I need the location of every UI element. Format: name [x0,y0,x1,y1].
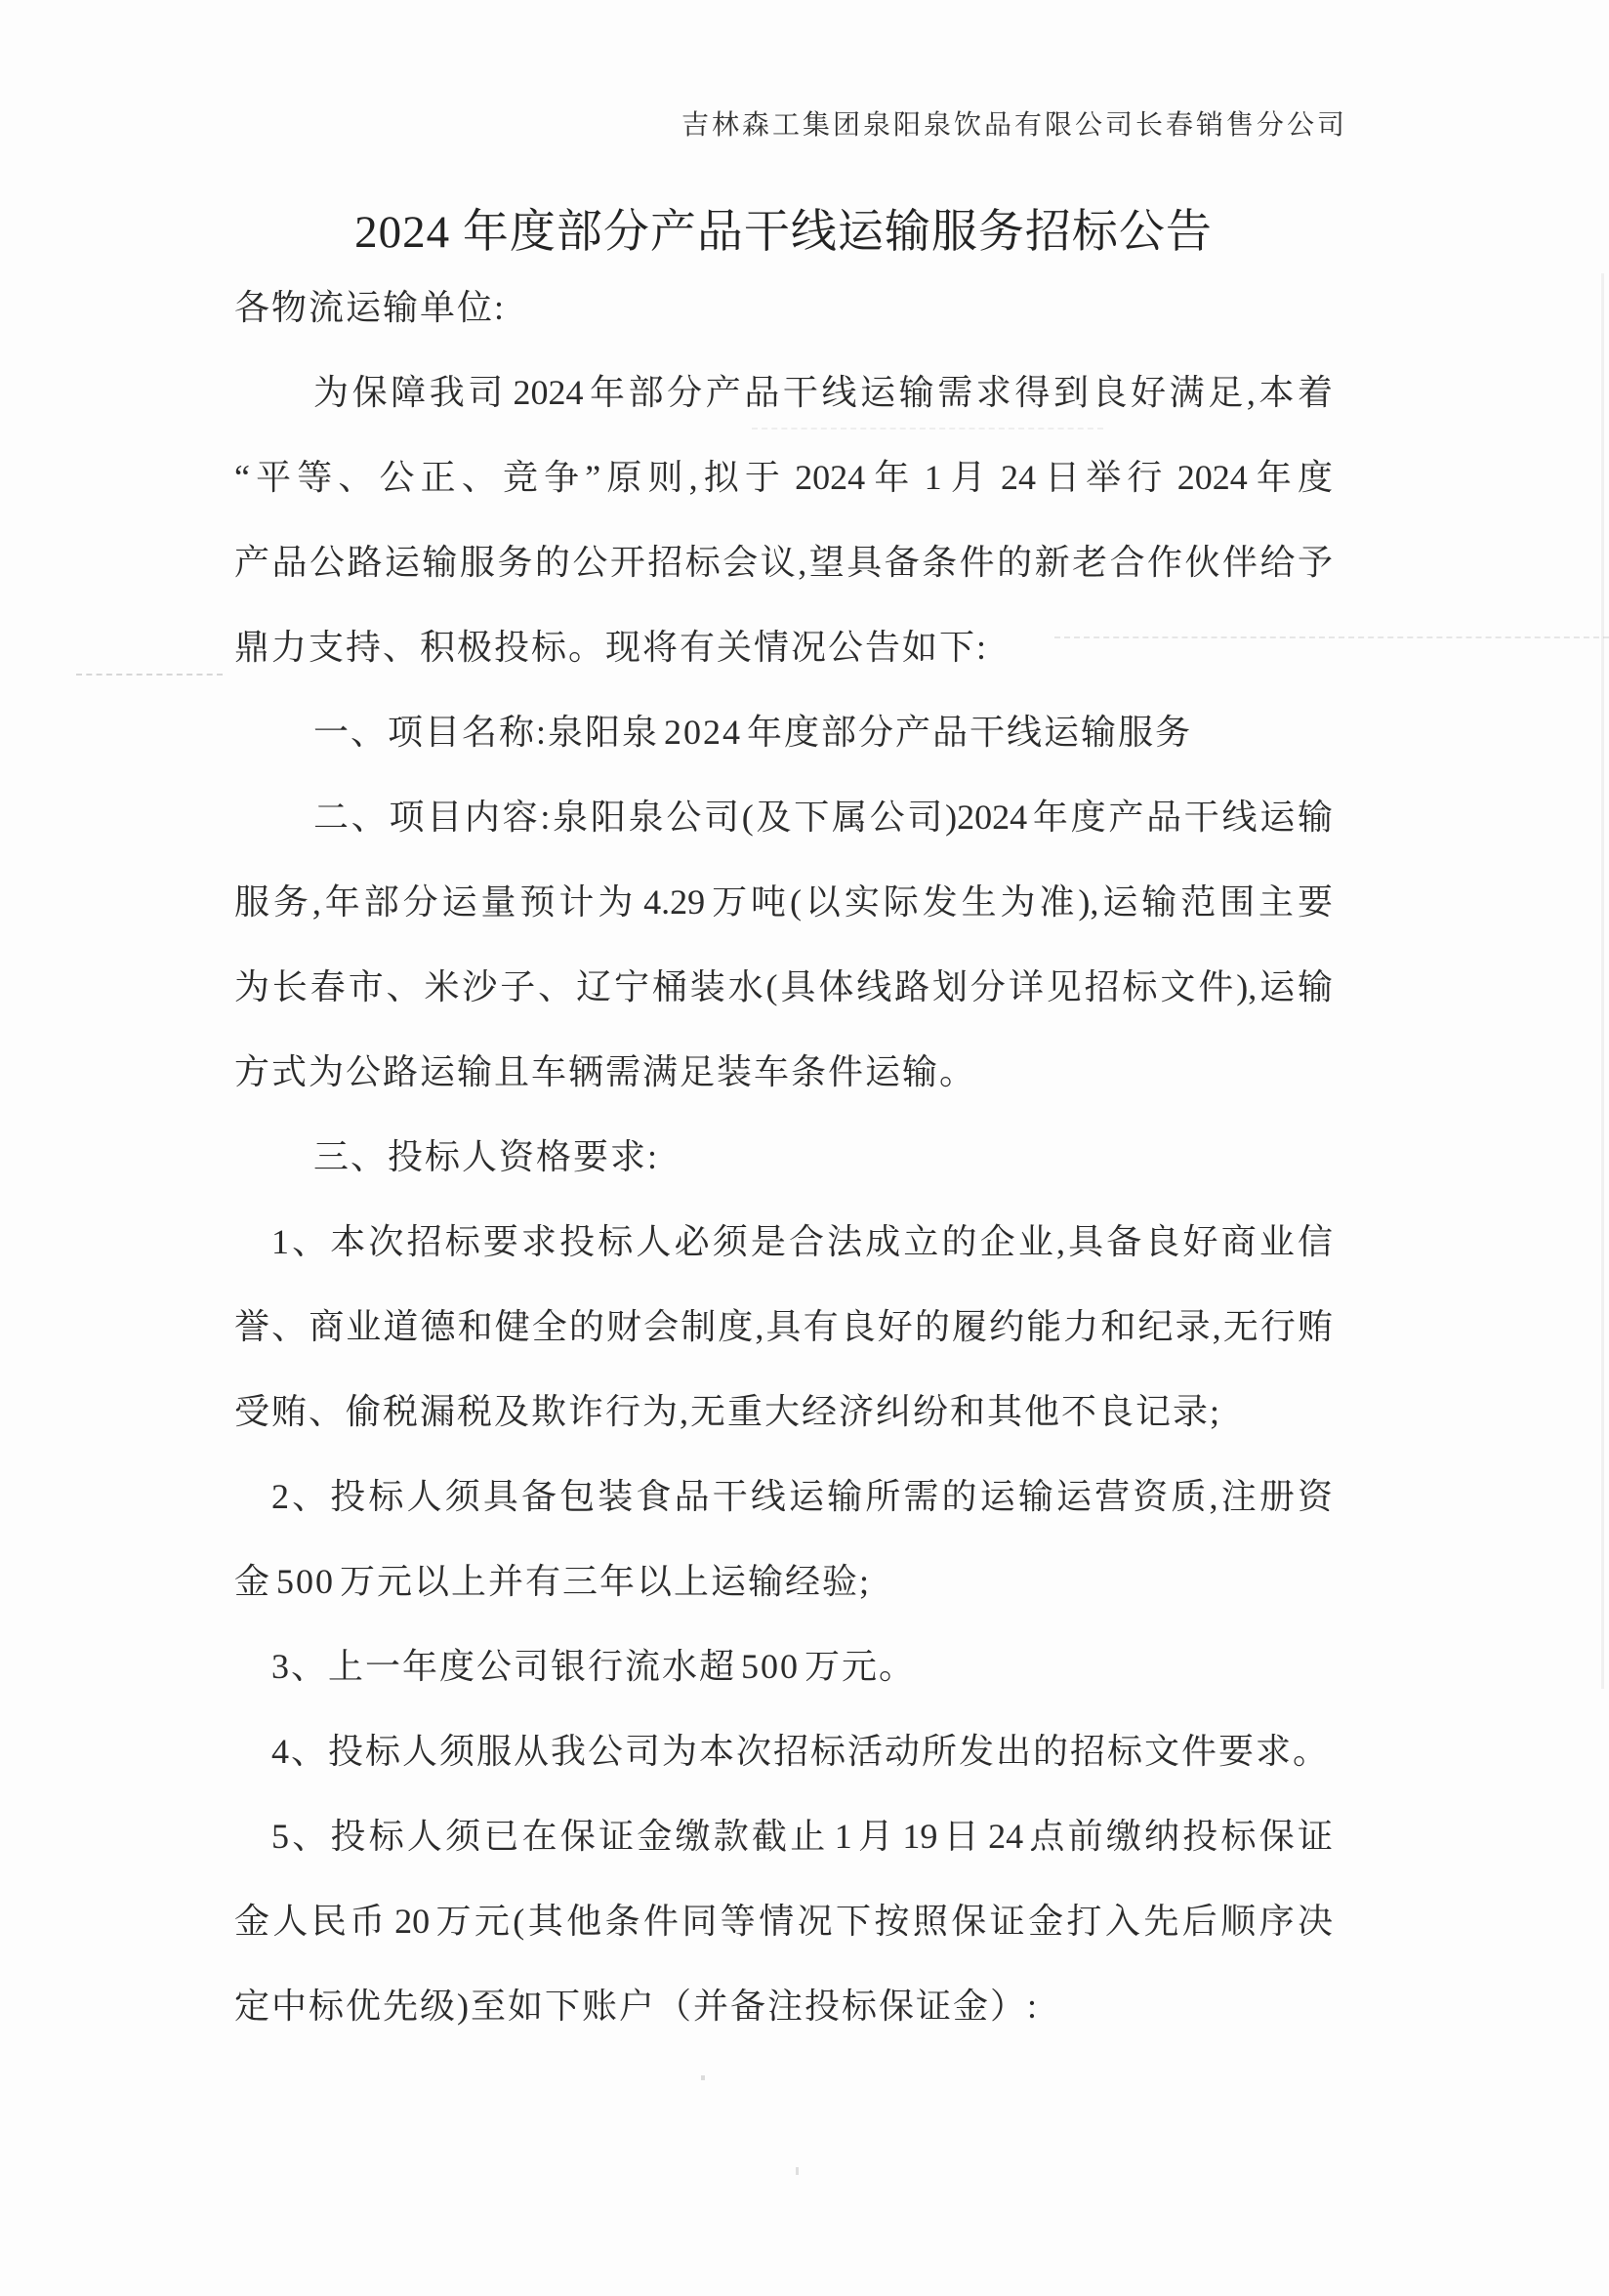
body-line: 定中标优先级)至如下账户（并备注投标保证金）: [234,1987,1039,2026]
body-line: 服务,年部分运量预计为 4.29 万吨(以实际发生为准),运输范围主要 [234,882,1333,922]
item-1-line: 1、本次招标要求投标人必须是合法成立的企业,具备良好商业信 [271,1222,1333,1261]
item-5-line: 5、投标人须已在保证金缴款截止 1 月 19 日 24 点前缴纳投标保证 [271,1817,1333,1856]
document-body [234,266,1333,2049]
page-title: 2024 年度部分产品干线运输服务招标公告 [354,207,1213,258]
body-line: 金 500 万元以上并有三年以上运输经验; [234,1562,872,1601]
company-header: 吉林森工集团泉阳泉饮品有限公司长春销售分公司 [681,110,1347,141]
section-3-line: 三、投标人资格要求: [313,1137,660,1176]
salutation-line: 各物流运输单位: [234,288,507,327]
body-line: 鼎力支持、积极投标。现将有关情况公告如下: [234,628,989,667]
item-2-line: 2、投标人须具备包装食品干线运输所需的运输运营资质,注册资 [271,1477,1333,1516]
body-line: 方式为公路运输且车辆需满足装车条件运输。 [234,1052,977,1091]
body-line: “平等、公正、竞争”原则,拟于 2024 年 1 月 24 日举行 2024 年度 [234,458,1333,497]
body-line: 誉、商业道德和健全的财会制度,具有良好的履约能力和纪录,无行贿 [234,1307,1333,1346]
scan-speck [796,2167,799,2175]
body-line: 受贿、偷税漏税及欺诈行为,无重大经济纠纷和其他不良记录; [234,1392,1222,1431]
body-line: 为保障我司 2024 年部分产品干线运输需求得到良好满足,本着 [313,373,1333,412]
item-4-line: 4、投标人须服从我公司为本次招标活动所发出的招标文件要求。 [271,1732,1331,1771]
body-line: 为长春市、米沙子、辽宁桶装水(具体线路划分详见招标文件),运输 [234,967,1333,1006]
item-3-line: 3、上一年度公司银行流水超 500 万元。 [271,1647,917,1686]
scan-artifact [76,674,223,676]
section-1-line: 一、项目名称:泉阳泉 2024 年度部分产品干线运输服务 [313,713,1193,752]
body-line: 金人民币 20 万元(其他条件同等情况下按照保证金打入先后顺序决 [234,1902,1333,1941]
scan-speck [701,2075,705,2080]
body-line: 产品公路运输服务的公开招标会议,望具备条件的新老合作伙伴给予 [234,543,1333,582]
scan-edge-shadow [1601,273,1604,1689]
section-2-line: 二、项目内容:泉阳泉公司(及下属公司)2024 年度产品干线运输 [313,798,1333,837]
